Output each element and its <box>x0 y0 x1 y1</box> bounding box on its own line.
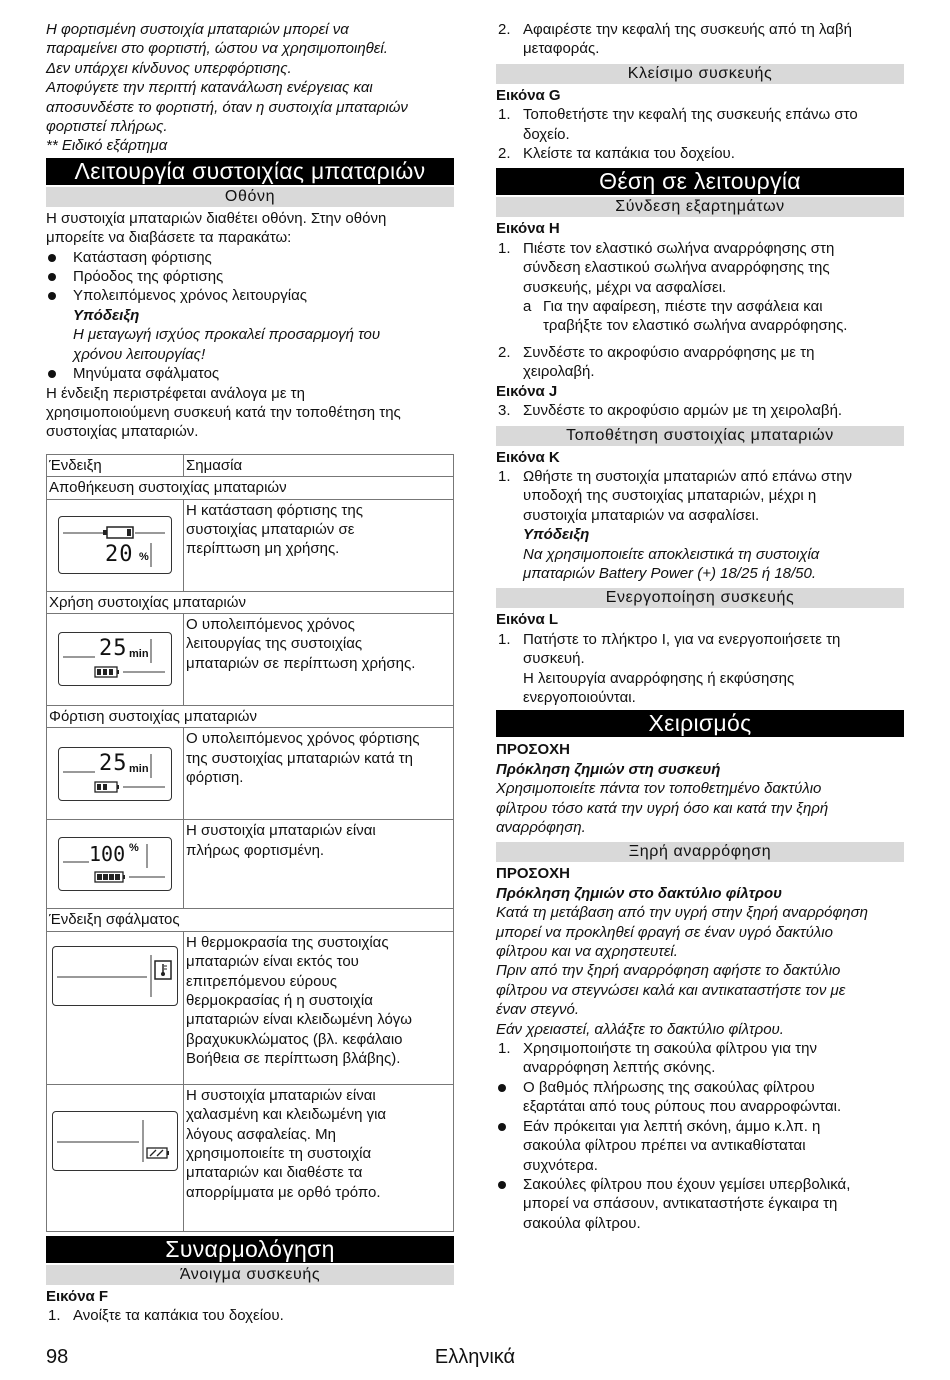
table-row <box>47 613 454 705</box>
text-line: επιτρεπόμενου εύρους <box>186 972 337 990</box>
table-cell <box>184 728 454 820</box>
hint-text: Η μεταγωγή ισχύος προκαλεί προσαρμογή του <box>73 326 381 344</box>
lcd-unit: min <box>129 648 149 661</box>
text-line: Αποφύγετε την περιττή κατανάλωση ενέργειας και <box>46 79 373 97</box>
section-heading-handling: Χειρισμός <box>496 710 904 737</box>
lcd-unit: % <box>129 842 139 855</box>
subheading-close-device: Κλείσιμο συσκευής <box>496 64 904 84</box>
text-line: χρησιμοποιείτε τη συστοιχία <box>186 1144 372 1162</box>
page-number: 98 <box>46 1346 69 1368</box>
lcd-unit: % <box>139 551 149 564</box>
battery-display-defect <box>52 1111 178 1171</box>
bullet-item: Κατάσταση φόρτισης <box>46 248 454 267</box>
table-cell <box>184 499 454 591</box>
text-line: Εάν πρόκειται για λεπτή σκόνη, άμμο κ.λπ. η <box>523 1117 821 1135</box>
step-text: Ωθήστε τη συστοιχία μπαταριών από επάνω στην <box>523 467 853 485</box>
step-number: 1. <box>498 1040 511 1058</box>
figure-label: Εικόνα L <box>496 611 559 629</box>
text-line: φορτιστεί πλήρως. <box>46 118 168 136</box>
text-line: Η φορτισμένη συστοιχία μπαταριών μπορεί να <box>46 21 349 38</box>
table-row <box>47 931 454 1084</box>
caution-text: φίλτρου να στεγνώσει καλά και αντικαταστήστε τον με <box>496 981 846 999</box>
display-table <box>46 454 454 1232</box>
section-heading-operation: Θέση σε λειτουργία <box>496 168 904 195</box>
text-line: Σακούλες φίλτρου που έχουν γεμίσει υπερβολικά, <box>523 1175 851 1193</box>
hint-text: μπαταριών Battery Power (+) 18/25 ή 18/50. <box>523 564 817 582</box>
text-line: αποσυνδέστε το φορτιστή, όταν η συστοιχία μπαταριών <box>46 98 408 116</box>
bullet-item <box>496 1117 904 1175</box>
table-row <box>47 820 454 909</box>
lcd-cell <box>47 613 184 705</box>
numbered-step <box>496 401 904 420</box>
text-line: μπορείτε να διαβάσετε τα παρακάτω: <box>46 229 292 247</box>
text-line: Η ένδειξη περιστρέφεται ανάλογα με τη <box>46 384 305 402</box>
battery-display-charging <box>58 747 172 801</box>
bullet-item: Μηνύματα σφάλματος <box>46 364 454 383</box>
step-text: Ανοίξτε τα καπάκια του δοχείου. <box>73 1307 284 1325</box>
lcd-value: 100 <box>89 842 126 867</box>
step-text: Η λειτουργία αναρρόφησης ή εκφύσησης <box>523 669 795 687</box>
text-line: Η συστοιχία μπαταριών είναι <box>186 822 376 840</box>
subheading-dry-vacuuming: Ξηρή αναρρόφηση <box>496 842 904 862</box>
step-number: 2. <box>498 343 511 361</box>
lcd-unit: min <box>129 762 149 775</box>
text-line: πλήρως φορτισμένη. <box>186 841 325 859</box>
text-line: Η θερμοκρασία της συστοιχίας <box>186 933 389 951</box>
numbered-step <box>496 105 904 144</box>
sub-step <box>496 297 904 336</box>
text-line: θερμοκρασίας ή η συστοιχία <box>186 991 373 1009</box>
step-text: μεταφοράς. <box>523 40 600 58</box>
step-text: σύνδεση ελαστικού σωλήνα αναρρόφησης της <box>523 259 830 277</box>
text-line: Ο βαθμός πλήρωσης της σακούλας φίλτρου <box>523 1078 815 1096</box>
step-number: 1. <box>498 467 511 485</box>
step-text: Για την αφαίρεση, πιέστε την ασφάλεια και <box>543 298 823 316</box>
section-heading-battery: Λειτουργία συστοιχίας μπαταριών <box>46 158 454 185</box>
lcd-cell <box>47 728 184 820</box>
subheading-accessories: Σύνδεση εξαρτημάτων <box>496 197 904 217</box>
hint-title: Υπόδειξη <box>523 526 590 544</box>
battery-display-full <box>58 837 172 891</box>
step-text: ενεργοποιούνται. <box>523 688 636 706</box>
caution-text: μπορεί να προκληθεί φραγή σε έναν υγρό δακτύλιο <box>496 923 833 941</box>
caution-text: φίλτρου τόσο κατά την υγρή όσο και κατά την ξηρή <box>496 799 829 817</box>
step-text: Χρησιμοποιήστε τη σακούλα φίλτρου για την <box>523 1040 817 1058</box>
caution-title: Πρόκληση ζημιών στη συσκευή <box>496 760 721 778</box>
text-line: Βοήθεια σε περίπτωση βλάβης). <box>186 1050 401 1068</box>
step-text: Κλείστε τα καπάκια του δοχείου. <box>523 145 735 163</box>
table-cell <box>184 1084 454 1231</box>
text-line: Η συστοιχία μπαταριών διαθέτει οθόνη. Στην οθόνη <box>46 209 387 227</box>
text-line: συστοιχίας μπαταριών σε <box>186 520 355 538</box>
step-number: 1. <box>498 239 511 257</box>
hint-text: χρόνου λειτουργίας! <box>73 345 206 363</box>
table-group-label: Ένδειξη σφάλματος <box>47 909 454 931</box>
step-text: δοχείο. <box>523 125 570 143</box>
step-number: 2. <box>498 21 511 38</box>
table-group-label: Χρήση συστοιχίας μπαταριών <box>47 591 454 613</box>
text-line: χρησιμοποιούμενη συσκευή κατά την τοποθέτηση της <box>46 403 401 421</box>
numbered-step <box>496 239 904 297</box>
subheading-switch-on: Ενεργοποίηση συσκευής <box>496 588 904 608</box>
figure-label: Εικόνα K <box>496 448 560 466</box>
hint-title: Υπόδειξη <box>73 306 140 324</box>
figure-label: Εικόνα G <box>496 86 561 104</box>
text-line: περίπτωση μη χρήσης. <box>186 540 340 558</box>
subheading-insert-battery: Τοποθέτηση συστοιχίας μπαταριών <box>496 426 904 446</box>
table-row <box>47 1084 454 1231</box>
table-group-label: Φόρτιση συστοιχίας μπαταριών <box>47 705 454 727</box>
intro-note <box>46 20 454 156</box>
text-line: Η κατάσταση φόρτισης της <box>186 501 363 519</box>
table-row <box>47 728 454 820</box>
table-row <box>47 499 454 591</box>
left-column <box>46 20 454 1326</box>
table-group-row <box>47 705 454 727</box>
numbered-step <box>496 20 904 59</box>
text-line: μπαταριών είναι κλειδωμένη λόγω <box>186 1011 413 1029</box>
table-group-row <box>47 591 454 613</box>
text-line: παραμείνει στο φορτιστή, ώστου να χρησιμοποιηθεί. <box>46 40 388 58</box>
table-group-row <box>47 477 454 499</box>
step-text: Συνδέστε το ακροφύσιο αρμών με τη χειρολαβή. <box>523 402 843 420</box>
hint-text: Να χρησιμοποιείτε αποκλειστικά τη συστοιχία <box>523 545 820 563</box>
step-number: 3. <box>498 402 511 420</box>
caution-text: Κατά τη μετάβαση από την υγρή στην ξηρή αναρρόφηση <box>496 904 868 922</box>
caution-label: ΠΡΟΣΟΧΗ <box>496 865 571 883</box>
caution-text: αναρρόφηση. <box>496 819 586 836</box>
text-line: μπαταριών είναι εκτός του <box>186 953 359 971</box>
thermometer-icon <box>53 947 177 1005</box>
subheading-open-device: Άνοιγμα συσκευής <box>46 1265 454 1285</box>
text-line: σακούλα φίλτρου. <box>523 1214 641 1232</box>
lcd-value: 25 <box>99 636 128 662</box>
numbered-step <box>46 1306 454 1325</box>
lcd-cell <box>47 820 184 909</box>
step-text: υποδοχή της συστοιχίας μπαταριών, μέχρι η <box>523 487 817 505</box>
figure-label: Εικόνα J <box>496 382 558 400</box>
defective-battery-icon <box>53 1112 177 1170</box>
step-text: αναρρόφηση λεπτής σκόνης. <box>523 1059 716 1077</box>
caution-text: Πριν από την ξηρή αναρρόφηση αφήστε το δακτύλιο <box>496 962 841 980</box>
table-header-cell: Ένδειξη <box>47 454 184 476</box>
step-text: Πιέστε τον ελαστικό σωλήνα αναρρόφησης στη <box>523 239 835 257</box>
sub-step-letter: a <box>523 298 532 316</box>
bullet-item <box>496 1078 904 1117</box>
text-line: Δεν υπάρχει κίνδυνος υπερφόρτισης. <box>46 59 292 77</box>
battery-display-usage <box>58 632 172 686</box>
caution-title: Πρόκληση ζημιών στο δακτύλιο φίλτρου <box>496 884 783 902</box>
text-line: εξαρτάται από τους ρύπους που αναρροφώνται. <box>523 1098 842 1116</box>
step-number: 1. <box>498 106 511 124</box>
step-text: συσκευή. <box>523 650 585 668</box>
step-text: συσκευής, μέχρι να ασφαλίσει. <box>523 278 727 296</box>
text-line: μπορεί να σπάσουν, αντικαταστήστε έγκαιρα τη <box>523 1195 838 1213</box>
text-line: λόγους ασφαλείας. Μη <box>186 1125 336 1143</box>
table-group-row <box>47 909 454 931</box>
bullet-item: Υπολειπόμενος χρόνος λειτουργίας <box>46 286 454 305</box>
numbered-step <box>496 144 904 163</box>
step-text: συστοιχία μπαταριών να ασφαλίσει. <box>523 506 760 524</box>
table-cell <box>184 613 454 705</box>
text-line: Η συστοιχία μπαταριών είναι <box>186 1086 376 1104</box>
text-line: απορρίμματα με ορθό τρόπο. <box>186 1183 381 1201</box>
text-line: μπαταριών σε περίπτωση χρήσης. <box>186 654 416 672</box>
footer-language: Ελληνικά <box>434 1346 516 1368</box>
section-heading-assembly: Συναρμολόγηση <box>46 1236 454 1263</box>
numbered-step <box>496 630 904 708</box>
right-column <box>496 20 904 1233</box>
figure-label: Εικόνα F <box>46 1287 109 1305</box>
lcd-cell <box>47 931 184 1084</box>
step-text: Πατήστε το πλήκτρο I, για να ενεργοποιήσετε τη <box>523 630 841 648</box>
lcd-value: 20 <box>105 542 134 568</box>
caution-label: ΠΡΟΣΟΧΗ <box>496 741 571 759</box>
bullet-item <box>496 1175 904 1233</box>
table-header-cell: Σημασία <box>184 454 454 476</box>
text-line: της συστοιχίας μπαταριών κατά τη <box>186 749 413 767</box>
figure-label: Εικόνα H <box>496 220 560 238</box>
table-cell <box>184 931 454 1084</box>
bullet-item: Πρόοδος της φόρτισης <box>46 267 454 286</box>
step-text: τραβήξτε τον ελαστικό σωλήνα αναρρόφησης. <box>543 317 848 335</box>
caution-text: Χρησιμοποιείτε πάντα τον τοποθετημένο δακτύλιο <box>496 780 822 798</box>
text-line: βραχυκυκλώματος (βλ. κεφάλαιο <box>186 1030 403 1048</box>
caution-text: έναν στεγνό. <box>496 1001 580 1019</box>
step-text: Συνδέστε το ακροφύσιο αναρρόφησης με τη <box>523 343 815 361</box>
battery-display-temperature-error <box>52 946 178 1006</box>
table-cell <box>184 820 454 909</box>
lcd-cell <box>47 499 184 591</box>
text-line: Ο υπολειπόμενος χρόνος <box>186 615 355 633</box>
step-text: Αφαιρέστε την κεφαλή της συσκευής από τη λαβή <box>523 21 852 38</box>
step-number: 1. <box>48 1307 61 1325</box>
text-line: Ο υπολειπόμενος χρόνος φόρτισης <box>186 730 420 748</box>
text-line: χαλασμένη και κλειδωμένη για <box>186 1106 387 1124</box>
text-line: συχνότερα. <box>523 1156 598 1174</box>
table-header-row <box>47 454 454 476</box>
caution-text: φίλτρου και να αχρηστευτεί. <box>496 943 678 961</box>
text-line: συστοιχίας μπαταριών. <box>46 423 199 441</box>
numbered-step <box>496 1039 904 1078</box>
text-line: σακούλα φίλτρου πρέπει να αντικαθίσταται <box>523 1137 806 1155</box>
caution-text: Εάν χρειαστεί, αλλάξτε το δακτύλιο φίλτρου. <box>496 1020 784 1038</box>
subheading-display: Οθόνη <box>46 187 454 207</box>
numbered-step <box>496 343 904 382</box>
step-number: 2. <box>498 145 511 163</box>
text-line: φόρτιση. <box>186 769 244 787</box>
text-line: ** Ειδικό εξάρτημα <box>46 137 168 155</box>
lcd-value: 25 <box>99 750 128 776</box>
step-text: χειρολαβή. <box>523 363 595 381</box>
text-line: μπαταριών και διαθέστε τα <box>186 1164 363 1182</box>
step-number: 1. <box>498 630 511 648</box>
battery-display-storage <box>58 516 172 574</box>
numbered-step <box>496 467 904 583</box>
lcd-cell <box>47 1084 184 1231</box>
step-text: Τοποθετήστε την κεφαλή της συσκευής επάνω στο <box>523 106 858 124</box>
text-line: λειτουργίας της συστοιχίας <box>186 635 363 653</box>
table-group-label: Αποθήκευση συστοιχίας μπαταριών <box>47 477 454 499</box>
